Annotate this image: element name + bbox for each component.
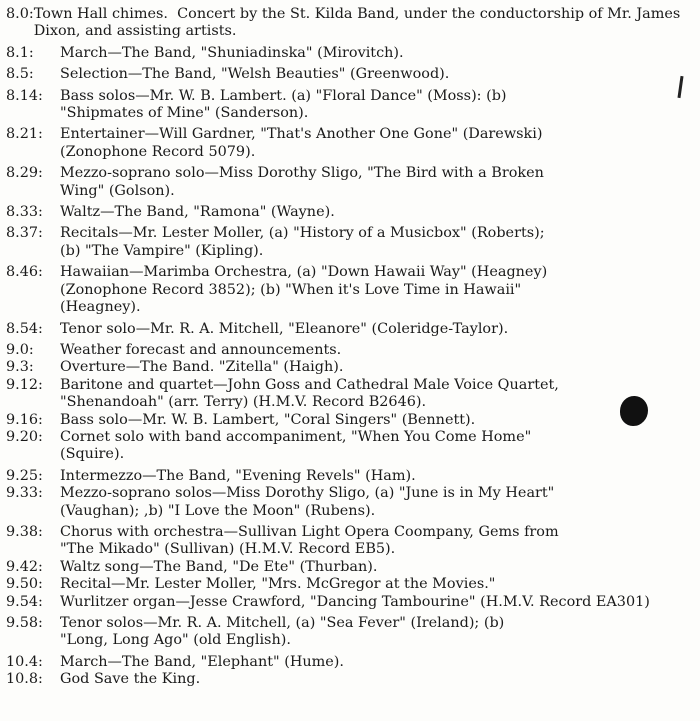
- entry-time: 10.8:: [6, 671, 43, 688]
- entry-text: Intermezzo—The Band, "Evening Revels" (Ham).: [60, 467, 416, 484]
- entry-time: 9.0:: [6, 341, 34, 358]
- programme-entry: [6, 321, 696, 338]
- entry-text: Entertainer—Will Gardner, "That's Another One Gone" (Darewski) (Zonophone Record 5079).: [60, 126, 543, 160]
- entry-text: Wurlitzer organ—Jesse Crawford, "Dancing Tambourine" (H.M.V. Record EA301): [60, 593, 650, 610]
- programme-entry: [6, 126, 696, 161]
- entry-time: 9.3:: [6, 359, 34, 376]
- programme-entry: [6, 165, 696, 200]
- programme-entry: [6, 429, 696, 464]
- entry-time: 8.54:: [6, 320, 43, 337]
- entry-time: 10.4:: [6, 653, 43, 670]
- programme-entry: [6, 485, 696, 520]
- entry-time: 8.5:: [6, 66, 34, 83]
- entry-time: 8.29:: [6, 165, 43, 182]
- programme-entry: [6, 654, 696, 671]
- entry-time: 9.12:: [6, 376, 43, 393]
- entry-text: Waltz—The Band, "Ramona" (Wayne).: [60, 204, 335, 221]
- programme-entry: [6, 204, 696, 221]
- entry-time: 9.25:: [6, 467, 43, 484]
- programme-entry: [6, 559, 696, 576]
- entry-time: 8.1:: [6, 44, 34, 61]
- entry-text: Baritone and quartet—John Goss and Cathedral Male Voice Quartet, "Shenandoah" (arr. Terry) (H.M.V. Record B2646).: [60, 376, 559, 411]
- entry-time: 9.54:: [6, 593, 43, 610]
- entry-time: 8.33:: [6, 204, 43, 221]
- programme-entry: [6, 377, 696, 412]
- programme-entry: [6, 66, 696, 83]
- entry-text: Bass solo—Mr. W. B. Lambert, "Coral Singers" (Bennett).: [60, 411, 476, 428]
- programme-entry: [6, 412, 696, 429]
- programme-entry: [6, 45, 696, 62]
- entry-text: Recitals—Mr. Lester Moller, (a) "History of a Musicbox" (Roberts); (b) "The Vampire" (Kipling).: [60, 225, 545, 259]
- programme-entry: [6, 359, 696, 376]
- programme-entry: [6, 524, 696, 559]
- entry-text: Bass solos—Mr. W. B. Lambert. (a) "Floral Dance" (Moss): (b) "Shipmates of Mine" (Sanderson).: [60, 87, 507, 122]
- programme-entry: [6, 264, 696, 316]
- programme-entry: [6, 6, 696, 41]
- entry-text: Hawaiian—Marimba Orchestra, (a) "Down Hawaii Way" (Heagney) (Zonophone Record 3852); (b) "When it's Love Time in Hawaii" (Heagney).: [60, 264, 548, 316]
- entry-time: 8.21:: [6, 126, 43, 143]
- entry-time: 9.20:: [6, 428, 43, 445]
- programme-entry: [6, 671, 696, 688]
- entry-time: 8.37:: [6, 225, 43, 242]
- entry-text: Tenor solo—Mr. R. A. Mitchell, "Eleanore" (Coleridge-Taylor).: [60, 320, 509, 337]
- entry-time: 9.33:: [6, 485, 43, 502]
- entry-text: Chorus with orchestra—Sullivan Light Opera Coompany, Gems from "The Mikado" (Sullivan) (H.M.V. Record EB5).: [60, 523, 559, 558]
- entry-time: 8.14:: [6, 87, 43, 104]
- entry-text: Selection—The Band, "Welsh Beauties" (Greenwood).: [60, 66, 450, 83]
- programme-entry: [6, 576, 696, 593]
- entry-text: God Save the King.: [60, 671, 201, 688]
- entry-text: Overture—The Band. "Zitella" (Haigh).: [60, 359, 344, 376]
- programme-entry: [6, 225, 696, 260]
- entry-text: Town Hall chimes. Concert by the St. Kilda Band, under the conductorship of Mr. James Dixon, and assisting artists.: [33, 6, 685, 40]
- programme-entry: [6, 468, 696, 485]
- entry-text: Mezzo-soprano solo—Miss Dorothy Sligo, "The Bird with a Broken Wing" (Golson).: [60, 165, 544, 199]
- entry-time: 8.0:: [6, 6, 34, 22]
- entry-time: 9.58:: [6, 615, 43, 631]
- programme-list: [6, 6, 696, 689]
- entry-text: Recital—Mr. Lester Moller, "Mrs. McGregor at the Movies.": [60, 576, 496, 593]
- programme-entry: [6, 594, 696, 611]
- entry-text: Cornet solo with band accompaniment, "When You Come Home" (Squire).: [60, 428, 532, 463]
- entry-text: Weather forecast and announcements.: [60, 341, 342, 358]
- entry-text: Waltz song—The Band, "De Ete" (Thurban).: [60, 558, 378, 575]
- entry-time: 8.46:: [6, 264, 43, 281]
- programme-entry: [6, 615, 696, 650]
- programme-entry: [6, 342, 696, 359]
- entry-time: 9.38:: [6, 523, 43, 540]
- entry-time: 9.50:: [6, 576, 43, 593]
- entry-time: 9.42:: [6, 558, 43, 575]
- entry-time: 9.16:: [6, 411, 43, 428]
- entry-text: Tenor solos—Mr. R. A. Mitchell, (a) "Sea Fever" (Ireland); (b) "Long, Long Ago" (old English).: [60, 615, 505, 649]
- entry-text: March—The Band, "Shuniadinska" (Mirovitch).: [60, 44, 404, 61]
- programme-entry: [6, 88, 696, 123]
- entry-text: March—The Band, "Elephant" (Hume).: [60, 653, 344, 670]
- entry-text: Mezzo-soprano solos—Miss Dorothy Sligo, (a) "June is in My Heart" (Vaughan); ,b) "I Love the Moon" (Rubens).: [60, 485, 555, 519]
